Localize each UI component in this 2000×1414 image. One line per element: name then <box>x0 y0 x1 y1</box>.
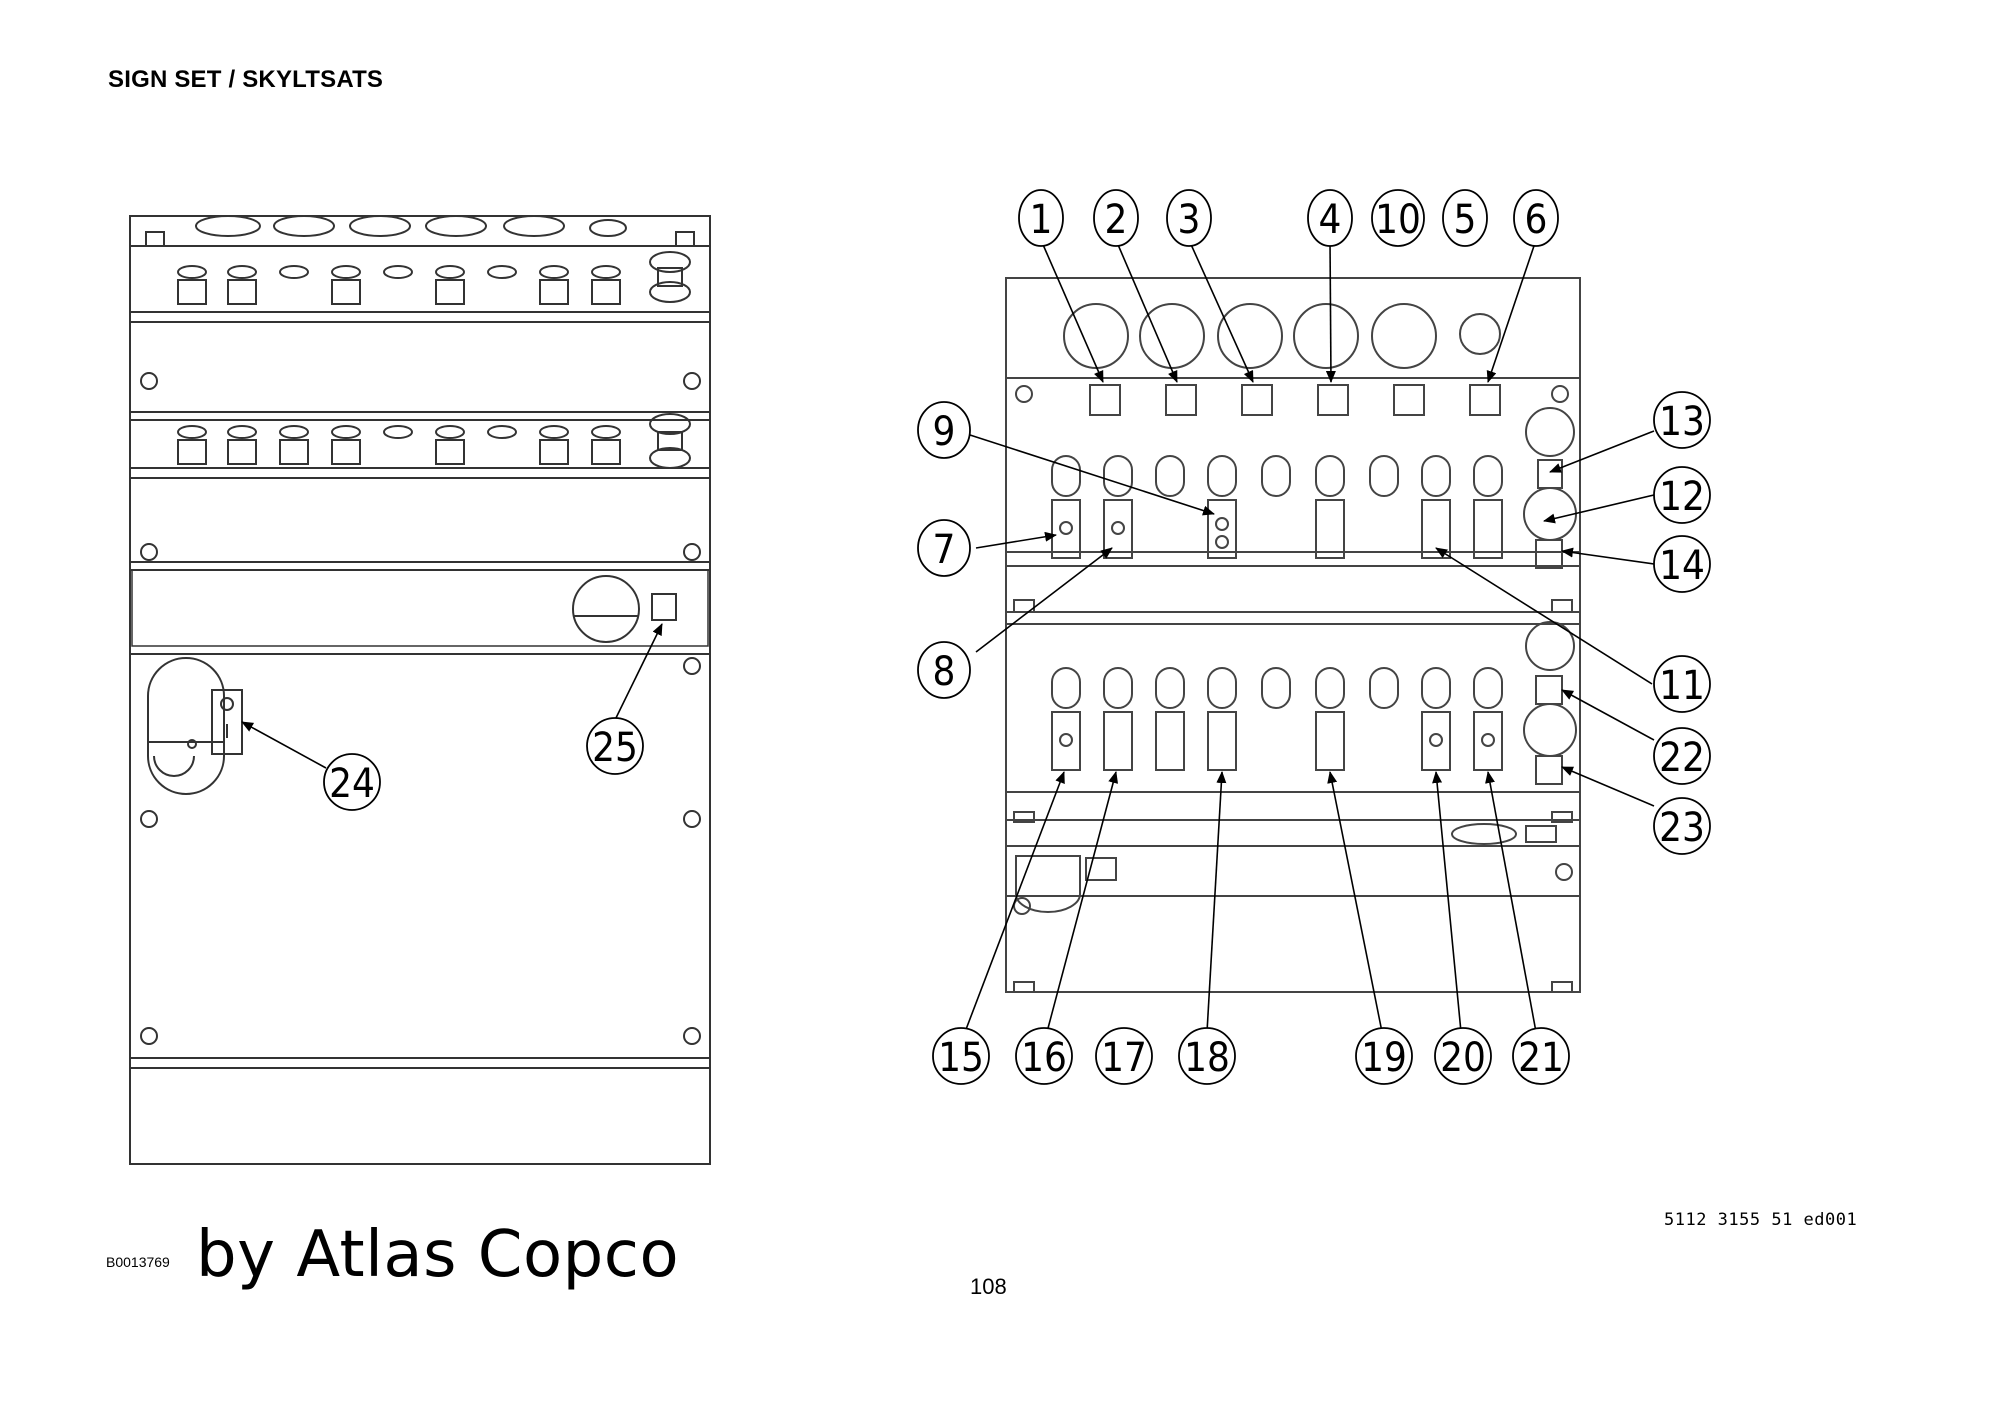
callout-22-label: 22 <box>1659 735 1705 781</box>
callout-25-label: 25 <box>592 725 638 771</box>
callout-9-label: 9 <box>932 409 956 455</box>
callout-5-label: 5 <box>1453 197 1477 243</box>
callout-7-label: 7 <box>932 527 956 573</box>
callouts <box>324 190 1710 1084</box>
callout-16-label: 16 <box>1021 1035 1067 1081</box>
callout-11-label: 11 <box>1659 663 1705 709</box>
callout-13-label: 13 <box>1659 399 1705 445</box>
callout-15-label: 15 <box>938 1035 984 1081</box>
document-code: B0013769 <box>106 1254 170 1270</box>
callout-8-label: 8 <box>932 649 956 695</box>
callout-12-label: 12 <box>1659 474 1705 520</box>
callout-6-label: 6 <box>1524 197 1548 243</box>
callout-18-label: 18 <box>1184 1035 1230 1081</box>
callout-17-label: 17 <box>1101 1035 1147 1081</box>
callout-10-label: 10 <box>1375 197 1421 243</box>
page-number: 108 <box>970 1274 1007 1299</box>
callout-21-label: 21 <box>1518 1035 1564 1081</box>
callout-19-label: 19 <box>1361 1035 1407 1081</box>
part-number: 5112 3155 51 ed001 <box>1664 1210 1858 1230</box>
brand-text: by Atlas Copco <box>196 1218 680 1292</box>
callout-3-label: 3 <box>1177 197 1201 243</box>
callout-20-label: 20 <box>1440 1035 1486 1081</box>
callout-23-label: 23 <box>1659 805 1705 851</box>
callout-2-label: 2 <box>1104 197 1128 243</box>
right-panel-view <box>1006 278 1580 992</box>
left-cabinet-view <box>130 216 710 1164</box>
callout-24-label: 24 <box>329 761 375 807</box>
callout-4-label: 4 <box>1318 197 1342 243</box>
leader-lines <box>242 240 1654 1032</box>
page-title: SIGN SET / SKYLTSATS <box>108 66 384 93</box>
callout-14-label: 14 <box>1659 543 1705 589</box>
callout-1-label: 1 <box>1029 197 1053 243</box>
